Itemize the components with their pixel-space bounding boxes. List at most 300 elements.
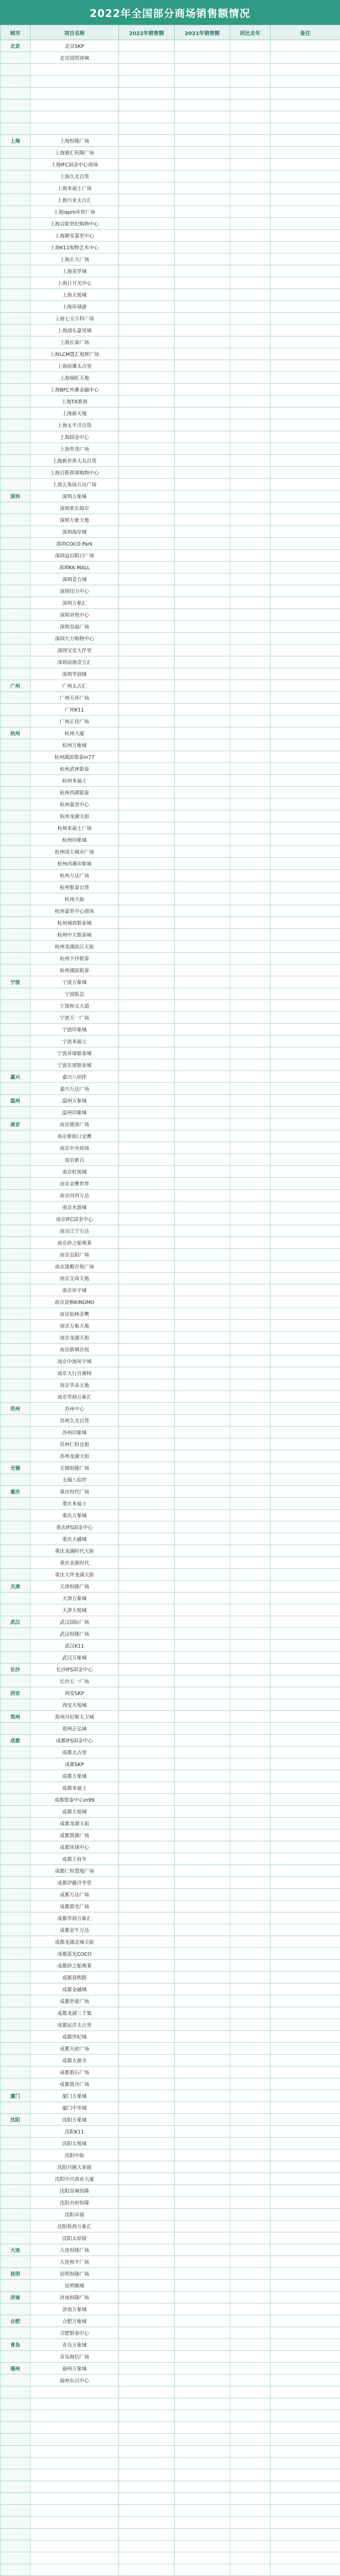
cell-mall: 西安大悦城 xyxy=(30,1699,119,1711)
cell-city xyxy=(1,1829,30,1841)
cell-sales-2021 xyxy=(175,111,230,123)
cell-sales-2022 xyxy=(119,171,175,182)
cell-yoy xyxy=(230,1652,270,1664)
cell-mall: 成都蓝光COCO xyxy=(30,1948,119,1960)
cell-yoy xyxy=(230,2209,270,2221)
table-row xyxy=(1,1403,340,1415)
cell-sales-2021 xyxy=(175,2375,230,2386)
cell-sales-2021 xyxy=(175,1450,230,1462)
cell-note xyxy=(270,964,340,976)
cell-sales-2022 xyxy=(119,1438,175,1450)
cell-note xyxy=(270,52,340,64)
cell-city xyxy=(1,479,30,490)
cell-mall: 宁波和义大道 xyxy=(30,1000,119,1012)
cell-note xyxy=(270,1332,340,1344)
cell-yoy xyxy=(230,1533,270,1545)
cell-sales-2022 xyxy=(119,716,175,727)
cell-sales-2022 xyxy=(119,1806,175,1818)
table-row xyxy=(1,277,340,289)
table-row xyxy=(1,2268,340,2280)
table-row xyxy=(1,2434,340,2446)
cell-sales-2021 xyxy=(175,1107,230,1118)
cell-yoy xyxy=(230,2090,270,2102)
cell-mall: 成都世豪广场 xyxy=(30,1995,119,2007)
table-row xyxy=(1,2019,340,2031)
cell-mall: 南京华采天地 xyxy=(30,1379,119,1391)
table-row xyxy=(1,562,340,573)
cell-mall: 南京砂之船奥莱 xyxy=(30,1237,119,1249)
cell-mall xyxy=(30,88,119,99)
cell-sales-2021 xyxy=(175,1320,230,1332)
cell-sales-2021 xyxy=(175,870,230,882)
cell-yoy xyxy=(230,2375,270,2386)
table-row xyxy=(1,2458,340,2469)
cell-note xyxy=(270,194,340,206)
cell-note xyxy=(270,656,340,668)
cell-yoy xyxy=(230,2232,270,2244)
cell-sales-2021 xyxy=(175,1284,230,1296)
cell-sales-2022 xyxy=(119,1403,175,1415)
cell-sales-2022 xyxy=(119,159,175,171)
cell-sales-2022 xyxy=(119,1664,175,1675)
header-note: 备注 xyxy=(270,25,340,40)
cell-yoy xyxy=(230,2138,270,2149)
cell-sales-2022 xyxy=(119,182,175,194)
cell-sales-2021 xyxy=(175,2458,230,2469)
cell-sales-2022 xyxy=(119,1178,175,1190)
table-row xyxy=(1,40,340,52)
cell-city xyxy=(1,1498,30,1510)
cell-yoy xyxy=(230,953,270,964)
cell-mall: 上海正大广场 xyxy=(30,253,119,265)
cell-note xyxy=(270,348,340,360)
cell-city xyxy=(1,645,30,656)
header-mall: 项目名称 xyxy=(30,25,119,40)
table-row xyxy=(1,2540,340,2552)
table-row xyxy=(1,2339,340,2351)
cell-city xyxy=(1,668,30,680)
cell-city xyxy=(1,194,30,206)
cell-sales-2022 xyxy=(119,2505,175,2517)
cell-mall: 深圳KK MALL xyxy=(30,562,119,573)
cell-note xyxy=(270,2185,340,2197)
cell-note xyxy=(270,1130,340,1142)
table-row xyxy=(1,1355,340,1367)
cell-mall: 深圳卓悦中心 xyxy=(30,609,119,621)
cell-city xyxy=(1,1652,30,1664)
cell-note xyxy=(270,301,340,313)
cell-sales-2022 xyxy=(119,1118,175,1130)
table-row xyxy=(1,384,340,396)
cell-city xyxy=(1,2185,30,2197)
cell-sales-2022 xyxy=(119,206,175,218)
cell-note xyxy=(270,2469,340,2481)
cell-city xyxy=(1,242,30,253)
cell-sales-2021 xyxy=(175,1699,230,1711)
cell-sales-2022 xyxy=(119,2126,175,2138)
cell-mall: 成都世纪城 xyxy=(30,2031,119,2043)
cell-sales-2021 xyxy=(175,1841,230,1853)
cell-sales-2021 xyxy=(175,680,230,692)
cell-city xyxy=(1,2209,30,2221)
table-row xyxy=(1,1450,340,1462)
cell-note xyxy=(270,479,340,490)
table-row xyxy=(1,2303,340,2315)
cell-sales-2022 xyxy=(119,727,175,739)
cell-yoy xyxy=(230,1213,270,1225)
cell-note xyxy=(270,2280,340,2292)
cell-note xyxy=(270,1794,340,1806)
cell-city xyxy=(1,348,30,360)
cell-yoy xyxy=(230,1059,270,1071)
cell-yoy xyxy=(230,2517,270,2529)
cell-sales-2021 xyxy=(175,1936,230,1948)
cell-mall: 天津大悦城 xyxy=(30,1604,119,1616)
table-row xyxy=(1,1462,340,1474)
cell-sales-2021 xyxy=(175,621,230,633)
cell-note xyxy=(270,2161,340,2173)
cell-city: 青岛 xyxy=(1,2339,30,2351)
cell-yoy xyxy=(230,1687,270,1699)
cell-city xyxy=(1,1000,30,1012)
cell-sales-2022 xyxy=(119,2386,175,2398)
cell-sales-2022 xyxy=(119,1083,175,1095)
cell-mall: 杭州嘉里中心 xyxy=(30,799,119,810)
cell-yoy xyxy=(230,2469,270,2481)
cell-city xyxy=(1,2375,30,2386)
cell-city xyxy=(1,408,30,419)
table-row xyxy=(1,147,340,159)
cell-yoy xyxy=(230,2493,270,2505)
cell-sales-2021 xyxy=(175,692,230,704)
cell-sales-2021 xyxy=(175,171,230,182)
cell-note xyxy=(270,538,340,550)
cell-city xyxy=(1,1130,30,1142)
cell-city: 嘉兴 xyxy=(1,1071,30,1083)
cell-note xyxy=(270,2055,340,2066)
cell-city xyxy=(1,2280,30,2292)
cell-city xyxy=(1,1332,30,1344)
cell-mall: 成都凯丹广场 xyxy=(30,2078,119,2090)
cell-city xyxy=(1,1474,30,1486)
cell-note xyxy=(270,147,340,159)
cell-mall: 上海新天地 xyxy=(30,408,119,419)
cell-sales-2021 xyxy=(175,1308,230,1320)
cell-sales-2021 xyxy=(175,52,230,64)
cell-mall: 重庆IFS国金中心 xyxy=(30,1521,119,1533)
cell-sales-2021 xyxy=(175,467,230,479)
cell-city xyxy=(1,1213,30,1225)
cell-city xyxy=(1,2043,30,2055)
cell-sales-2021 xyxy=(175,1498,230,1510)
cell-mall: 杭州天街 xyxy=(30,893,119,905)
cell-note xyxy=(270,1652,340,1664)
cell-city xyxy=(1,905,30,917)
table-row xyxy=(1,336,340,348)
table-row xyxy=(1,1273,340,1284)
cell-note xyxy=(270,1889,340,1901)
cell-sales-2022 xyxy=(119,514,175,526)
cell-note xyxy=(270,1296,340,1308)
cell-sales-2022 xyxy=(119,1284,175,1296)
cell-mall: 南京水游城 xyxy=(30,1201,119,1213)
cell-note xyxy=(270,2386,340,2398)
cell-sales-2022 xyxy=(119,1486,175,1498)
cell-sales-2021 xyxy=(175,1213,230,1225)
cell-sales-2021 xyxy=(175,253,230,265)
cell-city xyxy=(1,870,30,882)
table-row xyxy=(1,822,340,834)
cell-mall: 宁波环球银泰城 xyxy=(30,1047,119,1059)
cell-yoy xyxy=(230,467,270,479)
cell-city xyxy=(1,1107,30,1118)
cell-note xyxy=(270,2446,340,2458)
cell-city xyxy=(1,2529,30,2540)
cell-sales-2021 xyxy=(175,455,230,467)
cell-sales-2022 xyxy=(119,1687,175,1699)
cell-sales-2021 xyxy=(175,1758,230,1770)
cell-sales-2021 xyxy=(175,2090,230,2102)
cell-mall: 武汉国际广场 xyxy=(30,1616,119,1628)
cell-sales-2021 xyxy=(175,976,230,988)
table-row xyxy=(1,1770,340,1782)
cell-city: 苏州 xyxy=(1,1403,30,1415)
cell-mall: 杭州西湖银泰 xyxy=(30,787,119,799)
cell-note xyxy=(270,277,340,289)
cell-mall: 苏州久光百货 xyxy=(30,1415,119,1427)
cell-sales-2021 xyxy=(175,265,230,277)
cell-yoy xyxy=(230,230,270,242)
cell-sales-2021 xyxy=(175,2540,230,2552)
cell-city: 昆明 xyxy=(1,2268,30,2280)
cell-city xyxy=(1,1995,30,2007)
cell-mall: 杭州中大银泰城 xyxy=(30,929,119,941)
cell-note xyxy=(270,1107,340,1118)
cell-city: 杭州 xyxy=(1,727,30,739)
cell-note xyxy=(270,2493,340,2505)
cell-yoy xyxy=(230,2126,270,2138)
cell-sales-2022 xyxy=(119,1865,175,1877)
cell-sales-2021 xyxy=(175,1462,230,1474)
cell-sales-2021 xyxy=(175,2114,230,2126)
cell-yoy xyxy=(230,1391,270,1403)
cell-sales-2022 xyxy=(119,1948,175,1960)
cell-city xyxy=(1,1379,30,1391)
cell-city xyxy=(1,1592,30,1604)
cell-sales-2021 xyxy=(175,2161,230,2173)
cell-sales-2021 xyxy=(175,1521,230,1533)
cell-sales-2021 xyxy=(175,2197,230,2209)
cell-mall: 上海世茂广场 xyxy=(30,443,119,455)
cell-yoy xyxy=(230,135,270,147)
cell-mall: 合肥银泰中心 xyxy=(30,2327,119,2339)
cell-yoy xyxy=(230,562,270,573)
table-row xyxy=(1,1841,340,1853)
cell-note xyxy=(270,1284,340,1296)
cell-city xyxy=(1,443,30,455)
cell-yoy xyxy=(230,2564,270,2576)
cell-yoy xyxy=(230,360,270,372)
cell-mall: 厦门中华城 xyxy=(30,2102,119,2114)
cell-note xyxy=(270,597,340,609)
cell-note xyxy=(270,1047,340,1059)
cell-sales-2022 xyxy=(119,1273,175,1284)
cell-city xyxy=(1,1450,30,1462)
cell-yoy xyxy=(230,668,270,680)
cell-mall: 成都银石广场 xyxy=(30,2066,119,2078)
cell-note xyxy=(270,123,340,135)
cell-note xyxy=(270,1450,340,1462)
cell-sales-2022 xyxy=(119,1557,175,1569)
cell-city xyxy=(1,396,30,408)
cell-mall: 成都万象城 xyxy=(30,1770,119,1782)
cell-mall: 广州正佳广场 xyxy=(30,716,119,727)
cell-sales-2022 xyxy=(119,1711,175,1723)
cell-city xyxy=(1,1877,30,1889)
cell-sales-2021 xyxy=(175,1012,230,1024)
cell-sales-2022 xyxy=(119,526,175,538)
cell-mall: 成都远洋太古里 xyxy=(30,2019,119,2031)
cell-yoy xyxy=(230,194,270,206)
table-row xyxy=(1,301,340,313)
cell-sales-2022 xyxy=(119,467,175,479)
cell-yoy xyxy=(230,1912,270,1924)
table-row xyxy=(1,1936,340,1948)
cell-sales-2021 xyxy=(175,704,230,716)
cell-sales-2022 xyxy=(119,1047,175,1059)
table-row xyxy=(1,550,340,562)
cell-yoy xyxy=(230,1924,270,1936)
cell-city xyxy=(1,1438,30,1450)
cell-sales-2022 xyxy=(119,2232,175,2244)
cell-mall: 济南恒隆广场 xyxy=(30,2292,119,2303)
cell-sales-2022 xyxy=(119,1853,175,1865)
cell-mall: 郑州丹尼斯大卫城 xyxy=(30,1711,119,1723)
cell-sales-2021 xyxy=(175,1403,230,1415)
cell-sales-2021 xyxy=(175,1782,230,1794)
cell-note xyxy=(270,1201,340,1213)
table-row xyxy=(1,360,340,372)
cell-note xyxy=(270,953,340,964)
cell-note xyxy=(270,88,340,99)
table-row xyxy=(1,88,340,99)
table-row xyxy=(1,313,340,325)
cell-city xyxy=(1,1628,30,1640)
cell-note xyxy=(270,1083,340,1095)
cell-sales-2021 xyxy=(175,2149,230,2161)
cell-sales-2021 xyxy=(175,242,230,253)
cell-note xyxy=(270,325,340,336)
table-row xyxy=(1,1853,340,1865)
cell-note xyxy=(270,1154,340,1166)
cell-sales-2022 xyxy=(119,348,175,360)
cell-note xyxy=(270,1059,340,1071)
cell-yoy xyxy=(230,1877,270,1889)
cell-note xyxy=(270,1142,340,1154)
cell-mall: 沈阳万象城 xyxy=(30,2114,119,2126)
cell-mall: 南京金鹰世界 xyxy=(30,1178,119,1190)
cell-yoy xyxy=(230,2552,270,2564)
cell-city xyxy=(1,2066,30,2078)
table-row xyxy=(1,1818,340,1829)
cell-note xyxy=(270,1758,340,1770)
cell-mall: 合肥万象城 xyxy=(30,2315,119,2327)
cell-yoy xyxy=(230,1296,270,1308)
table-row xyxy=(1,467,340,479)
cell-sales-2021 xyxy=(175,2552,230,2564)
table-row xyxy=(1,64,340,76)
cell-sales-2021 xyxy=(175,1747,230,1758)
cell-sales-2022 xyxy=(119,1344,175,1355)
cell-yoy xyxy=(230,645,270,656)
cell-sales-2021 xyxy=(175,964,230,976)
table-row xyxy=(1,645,340,656)
cell-note xyxy=(270,1735,340,1747)
cell-city: 西安 xyxy=(1,1687,30,1699)
cell-note xyxy=(270,1912,340,1924)
cell-city xyxy=(1,1284,30,1296)
cell-note xyxy=(270,1984,340,1995)
cell-sales-2022 xyxy=(119,538,175,550)
cell-mall xyxy=(30,2469,119,2481)
cell-city xyxy=(1,1059,30,1071)
cell-city xyxy=(1,799,30,810)
cell-city xyxy=(1,1261,30,1273)
table-row xyxy=(1,1367,340,1379)
cell-yoy xyxy=(230,1782,270,1794)
table-row xyxy=(1,1592,340,1604)
cell-yoy xyxy=(230,1367,270,1379)
cell-city xyxy=(1,1510,30,1521)
cell-yoy xyxy=(230,846,270,858)
cell-yoy xyxy=(230,1237,270,1249)
cell-sales-2021 xyxy=(175,834,230,846)
cell-mall: 苏州仁恒仓街 xyxy=(30,1438,119,1450)
cell-city xyxy=(1,2126,30,2138)
cell-sales-2021 xyxy=(175,1391,230,1403)
table-row xyxy=(1,1201,340,1213)
cell-sales-2021 xyxy=(175,1723,230,1735)
cell-note xyxy=(270,905,340,917)
table-row xyxy=(1,1308,340,1320)
cell-sales-2022 xyxy=(119,1166,175,1178)
sales-table xyxy=(0,25,340,2576)
table-row xyxy=(1,2173,340,2185)
cell-sales-2021 xyxy=(175,1344,230,1355)
table-row xyxy=(1,490,340,502)
cell-sales-2022 xyxy=(119,2552,175,2564)
table-row xyxy=(1,1213,340,1225)
cell-note xyxy=(270,1711,340,1723)
cell-mall xyxy=(30,2458,119,2469)
cell-mall: 南京新城吾悦 xyxy=(30,1344,119,1355)
cell-city xyxy=(1,2446,30,2458)
cell-yoy xyxy=(230,787,270,799)
cell-city xyxy=(1,1367,30,1379)
cell-sales-2022 xyxy=(119,1616,175,1628)
table-row xyxy=(1,159,340,171)
cell-city xyxy=(1,1415,30,1427)
cell-yoy xyxy=(230,1628,270,1640)
cell-mall: 深圳万象汇 xyxy=(30,597,119,609)
cell-sales-2021 xyxy=(175,1853,230,1865)
cell-city xyxy=(1,1178,30,1190)
table-row xyxy=(1,2043,340,2055)
cell-sales-2022 xyxy=(119,775,175,787)
cell-sales-2021 xyxy=(175,88,230,99)
cell-yoy xyxy=(230,917,270,929)
cell-mall: 南京环宇城 xyxy=(30,1284,119,1296)
